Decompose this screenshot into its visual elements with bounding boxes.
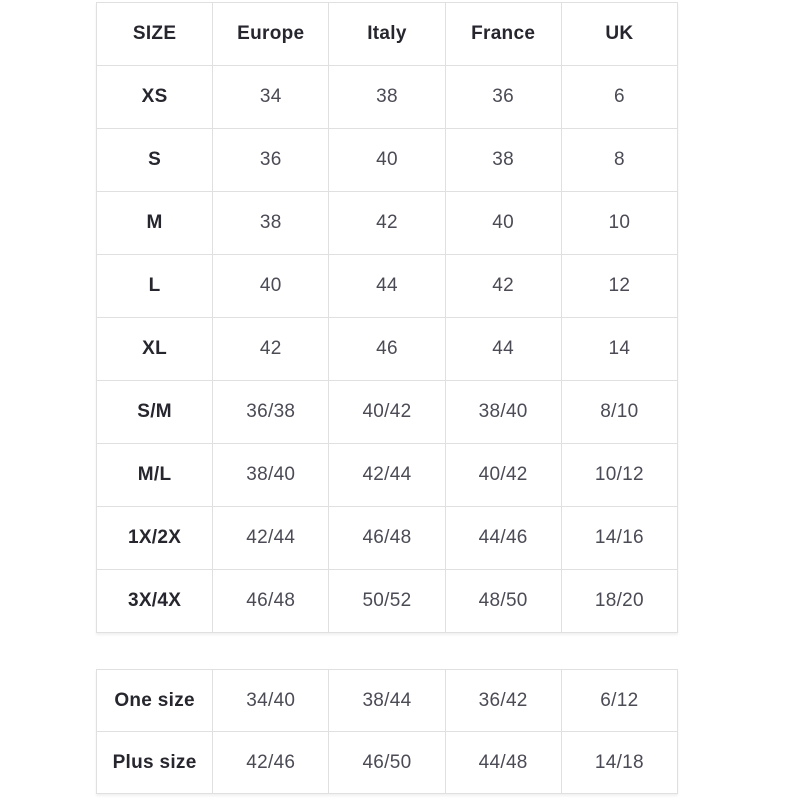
table-row-s bbox=[97, 129, 678, 192]
table-row-ml bbox=[97, 444, 678, 507]
table-cell: 46/48 bbox=[213, 570, 329, 633]
table-cell: 36 bbox=[213, 129, 329, 192]
header-row bbox=[97, 3, 678, 66]
table-cell: 34 bbox=[213, 66, 329, 129]
row-label: One size bbox=[97, 670, 213, 732]
table-row-1x2x bbox=[97, 507, 678, 570]
table-cell: 44/46 bbox=[445, 507, 561, 570]
special-size-table bbox=[96, 669, 678, 794]
header-uk: UK bbox=[561, 3, 677, 66]
table-cell: 14/16 bbox=[561, 507, 677, 570]
table-row-m bbox=[97, 192, 678, 255]
row-label: Plus size bbox=[97, 732, 213, 794]
table-cell: 44 bbox=[445, 318, 561, 381]
row-label: XS bbox=[97, 66, 213, 129]
table-cell: 18/20 bbox=[561, 570, 677, 633]
table-row-3x4x bbox=[97, 570, 678, 633]
table-cell: 38/44 bbox=[329, 670, 445, 732]
header-europe: Europe bbox=[213, 3, 329, 66]
table-cell: 38/40 bbox=[445, 381, 561, 444]
table-cell: 8 bbox=[561, 129, 677, 192]
table-cell: 46/48 bbox=[329, 507, 445, 570]
row-label: M/L bbox=[97, 444, 213, 507]
table-row-sm bbox=[97, 381, 678, 444]
row-label: XL bbox=[97, 318, 213, 381]
table-cell: 42 bbox=[329, 192, 445, 255]
table-cell: 42/46 bbox=[213, 732, 329, 794]
table-cell: 34/40 bbox=[213, 670, 329, 732]
table-cell: 14 bbox=[561, 318, 677, 381]
table-row-xs bbox=[97, 66, 678, 129]
table-row-one-size bbox=[97, 670, 678, 732]
row-label: 1X/2X bbox=[97, 507, 213, 570]
table-cell: 40 bbox=[329, 129, 445, 192]
table-cell: 46 bbox=[329, 318, 445, 381]
table-cell: 6 bbox=[561, 66, 677, 129]
table-cell: 46/50 bbox=[329, 732, 445, 794]
table-cell: 40/42 bbox=[329, 381, 445, 444]
row-label: S bbox=[97, 129, 213, 192]
size-conversion-table bbox=[96, 2, 678, 633]
table-cell: 50/52 bbox=[329, 570, 445, 633]
table-cell: 38/40 bbox=[213, 444, 329, 507]
table-cell: 40 bbox=[445, 192, 561, 255]
row-label: M bbox=[97, 192, 213, 255]
table-cell: 42 bbox=[213, 318, 329, 381]
row-label: S/M bbox=[97, 381, 213, 444]
table-cell: 36/42 bbox=[445, 670, 561, 732]
size-table-body bbox=[97, 66, 678, 633]
special-size-table-body bbox=[97, 670, 678, 794]
table-cell: 42/44 bbox=[329, 444, 445, 507]
table-cell: 38 bbox=[213, 192, 329, 255]
table-cell: 40 bbox=[213, 255, 329, 318]
table-cell: 36 bbox=[445, 66, 561, 129]
size-table-header bbox=[97, 3, 678, 66]
header-size: SIZE bbox=[97, 3, 213, 66]
row-label: 3X/4X bbox=[97, 570, 213, 633]
table-cell: 48/50 bbox=[445, 570, 561, 633]
table-cell: 6/12 bbox=[561, 670, 677, 732]
table-cell: 36/38 bbox=[213, 381, 329, 444]
table-row-plus-size bbox=[97, 732, 678, 794]
table-cell: 40/42 bbox=[445, 444, 561, 507]
row-label: L bbox=[97, 255, 213, 318]
table-cell: 44 bbox=[329, 255, 445, 318]
table-row-xl bbox=[97, 318, 678, 381]
table-gap bbox=[96, 633, 678, 669]
table-row-l bbox=[97, 255, 678, 318]
table-cell: 38 bbox=[329, 66, 445, 129]
header-france: France bbox=[445, 3, 561, 66]
table-cell: 12 bbox=[561, 255, 677, 318]
table-cell: 38 bbox=[445, 129, 561, 192]
table-cell: 10/12 bbox=[561, 444, 677, 507]
table-cell: 42 bbox=[445, 255, 561, 318]
table-cell: 14/18 bbox=[561, 732, 677, 794]
table-cell: 42/44 bbox=[213, 507, 329, 570]
table-cell: 8/10 bbox=[561, 381, 677, 444]
table-cell: 44/48 bbox=[445, 732, 561, 794]
table-cell: 10 bbox=[561, 192, 677, 255]
tables-wrap bbox=[96, 2, 678, 794]
header-italy: Italy bbox=[329, 3, 445, 66]
